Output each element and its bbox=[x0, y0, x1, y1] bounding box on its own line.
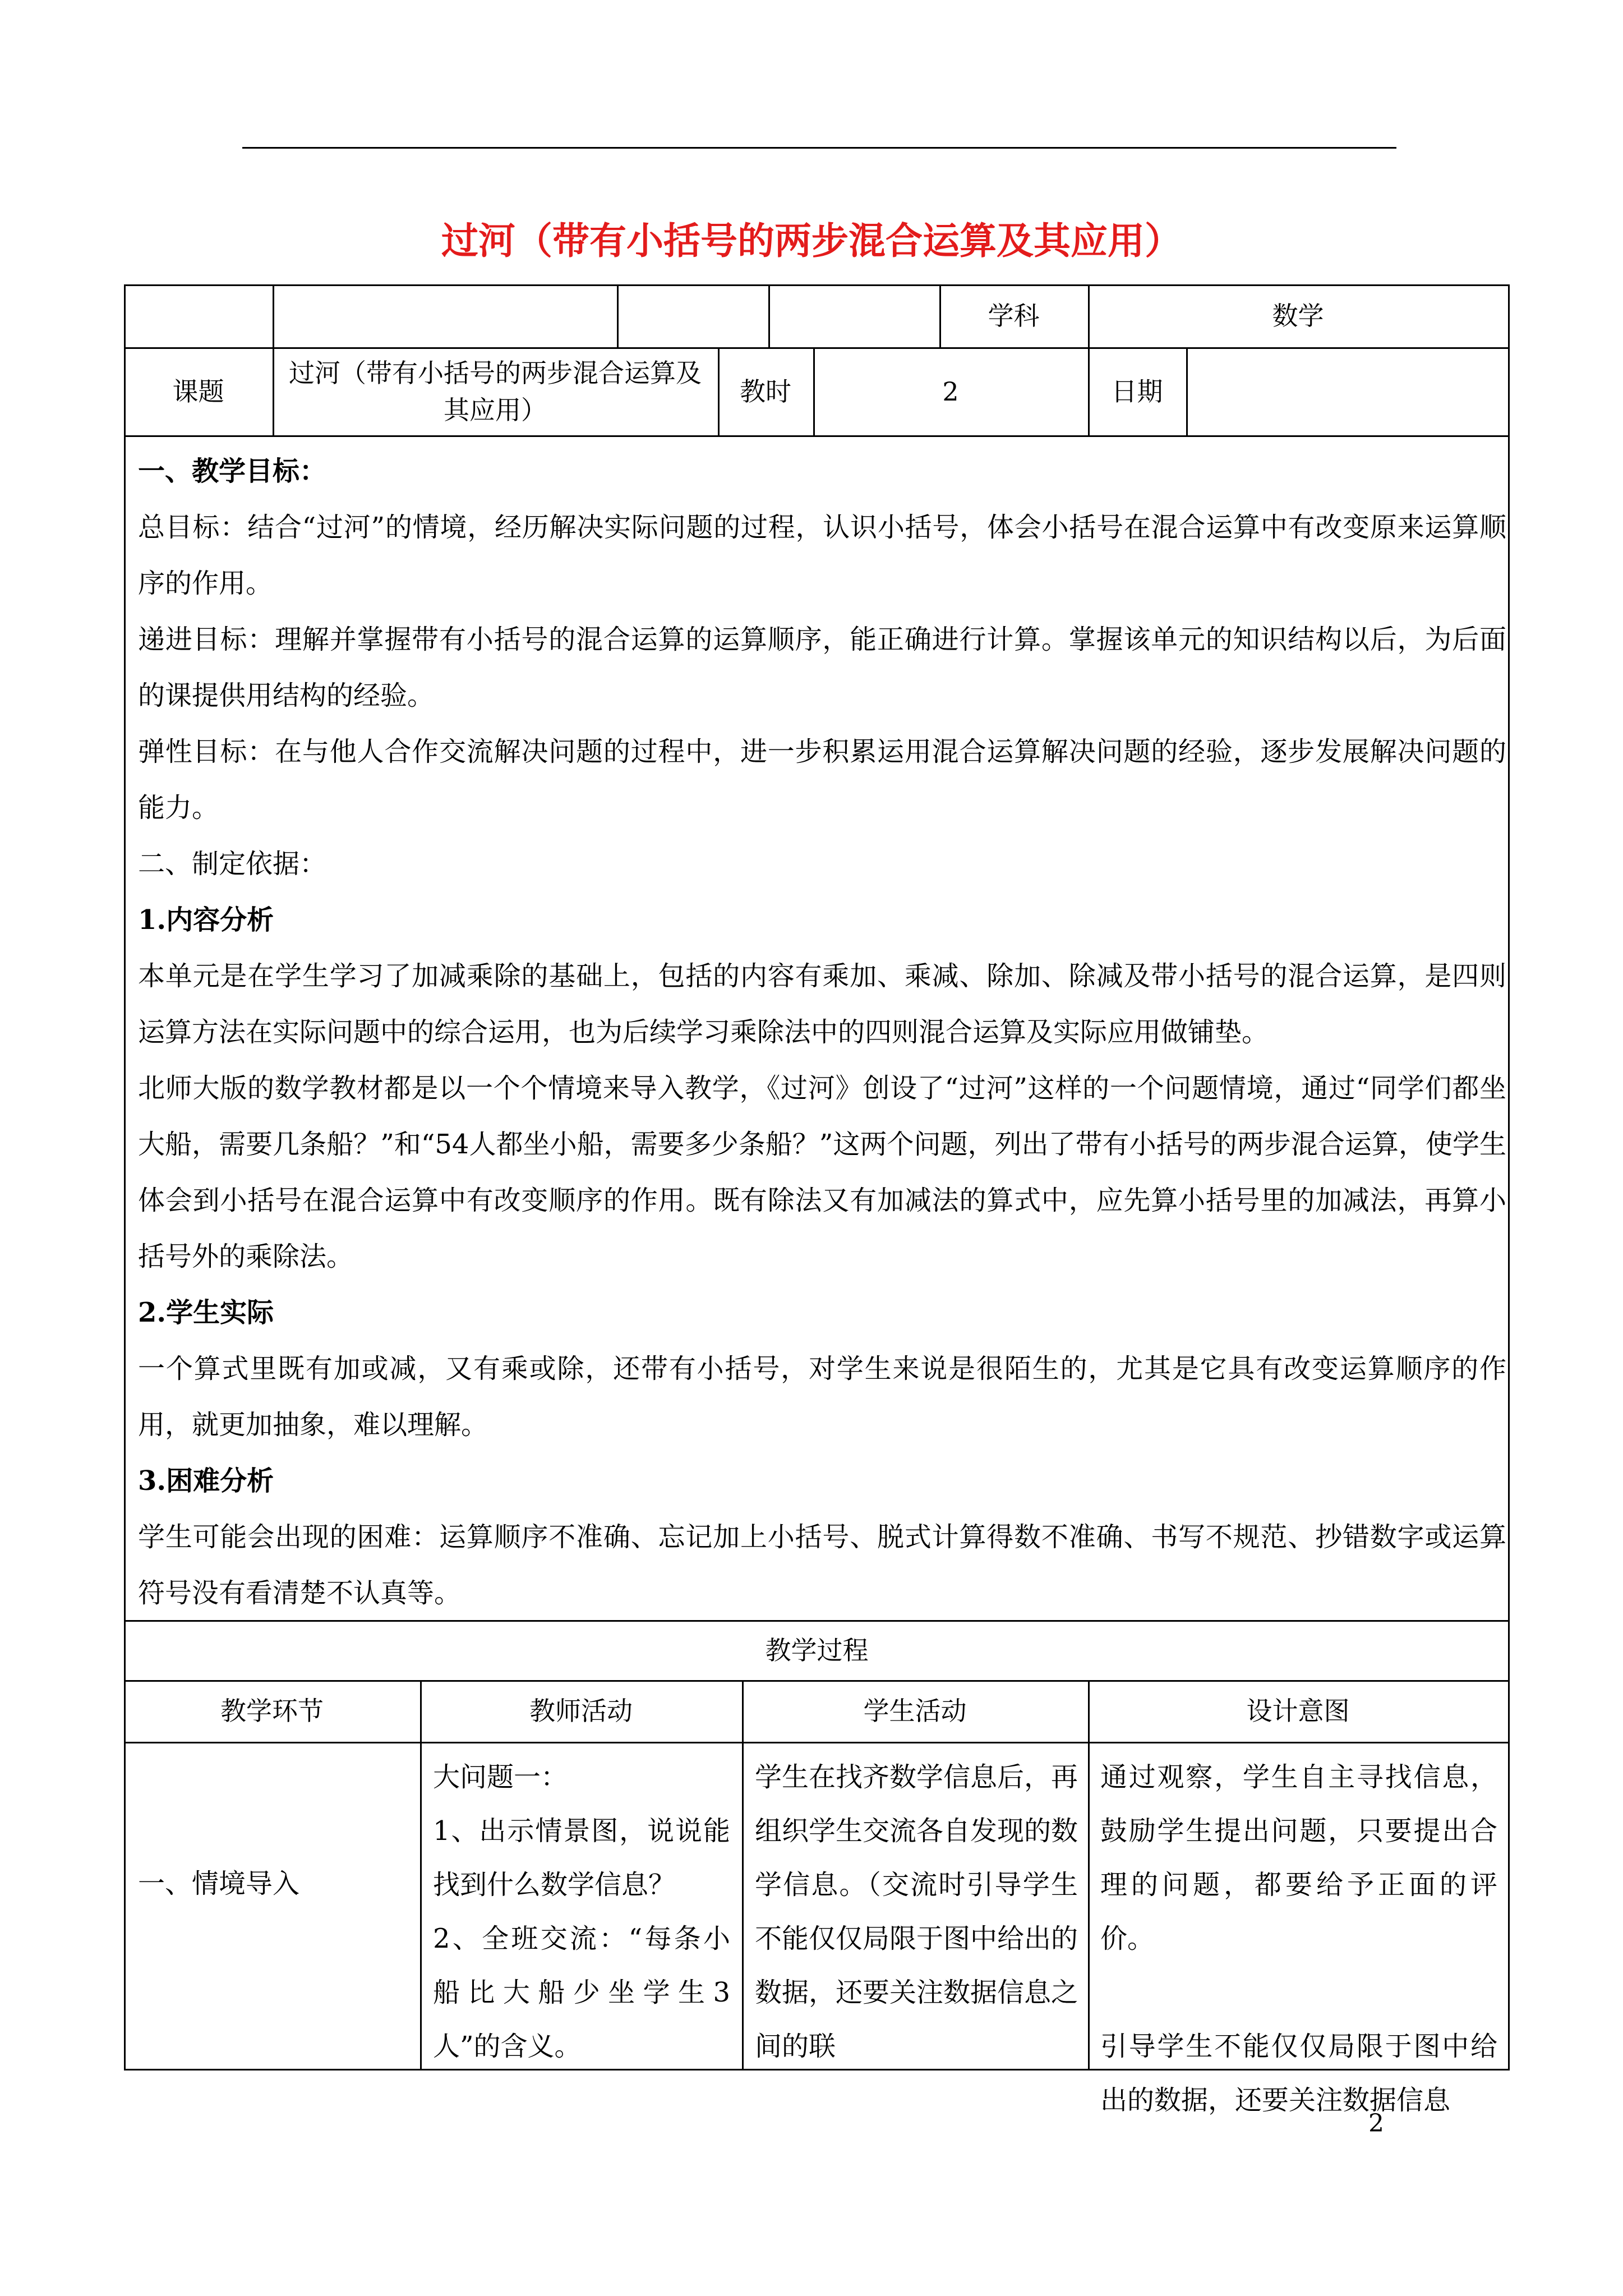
header-intent: 设计意图 bbox=[1246, 1696, 1350, 1726]
paragraph: 递进目标：理解并掌握带有小括号的混合运算的运算顺序，能正确进行计算。掌握该单元的知识结构以后，为后面的课提供用结构的经验。 bbox=[138, 624, 1506, 711]
hours-value: 2 bbox=[942, 376, 959, 407]
teacher-line: 1、出示情景图，说说能找到什么数学信息？ bbox=[433, 1815, 730, 1901]
section-heading: 二、制定依据： bbox=[138, 848, 327, 880]
paragraph: 一个算式里既有加或减，又有乘或除，还带有小括号，对学生来说是很陌生的，尤其是它具有改变运算顺序的作用，就更加抽象，难以理解。 bbox=[138, 1353, 1506, 1441]
subject-value: 数学 bbox=[1272, 301, 1324, 331]
section-heading: 一、教学目标： bbox=[138, 455, 327, 487]
header-stage: 教学环节 bbox=[220, 1696, 324, 1726]
student-text: 学生在找齐数学信息后，再组织学生交流各自发现的数学信息。（交流时引导学生不能仅仅局限于图中给出的数据，还要关注数据信息之间的联 bbox=[755, 1761, 1078, 2062]
topic-value: 过河（带有小括号的两步混合运算及其应用） bbox=[289, 357, 702, 425]
header-student: 学生活动 bbox=[863, 1696, 967, 1726]
subsection-heading: 2.学生实际 bbox=[138, 1297, 274, 1328]
subject-label: 学科 bbox=[988, 301, 1040, 331]
intent-cell bbox=[1100, 1750, 1497, 2127]
teacher-line: 2、全班交流：“每条小船比大船少坐学生3人”的含义。 bbox=[433, 1923, 730, 2062]
paragraph: 北师大版的数学教材都是以一个个情境来导入教学，《过河》创设了“过河”这样的一个问题情境，通过“同学们都坐大船，需要几条船？”和“54人都坐小船，需要多少条船？”这两个问题，列出了带有小括号的两步混合运算，使学生体会到小括号在混合运算中有改变顺序的作用。既有除法又有加减法的算式中，应先算小括号里的加减法，再算小括号外的乘除法。 bbox=[138, 1073, 1506, 1272]
header-rule bbox=[242, 147, 1396, 149]
date-label: 日期 bbox=[1111, 376, 1163, 407]
date-value bbox=[1186, 347, 1508, 435]
intent-text: 引导学生不能仅仅局限于图中给出的数据，还要关注数据信息 bbox=[1100, 2031, 1497, 2116]
hours-label: 教时 bbox=[740, 376, 791, 407]
page-title: 过河（带有小括号的两步混合运算及其应用） bbox=[441, 219, 1182, 263]
stage-label: 一、情境导入 bbox=[138, 1868, 300, 1899]
paragraph: 总目标：结合“过河”的情境，经历解决实际问题的过程，认识小括号，体会小括号在混合运算中有改变原来运算顺序的作用。 bbox=[138, 512, 1506, 599]
page-number: 2 bbox=[1368, 2109, 1384, 2138]
topic-label: 课题 bbox=[172, 376, 224, 407]
teacher-cell bbox=[433, 1750, 730, 2073]
subsection-heading: 3.困难分析 bbox=[138, 1465, 274, 1497]
paragraph: 学生可能会出现的困难：运算顺序不准确、忘记加上小括号、脱式计算得数不准确、书写不规范、抄错数字或运算符号没有看清楚不认真等。 bbox=[138, 1521, 1506, 1609]
subsection-heading: 1.内容分析 bbox=[138, 904, 274, 936]
paragraph: 本单元是在学生学习了加减乘除的基础上，包括的内容有乘加、乘减、除加、除减及带小括号的混合运算，是四则运算方法在实际问题中的综合运用，也为后续学习乘除法中的四则混合运算及实际应用做铺垫。 bbox=[138, 960, 1506, 1048]
objectives-section bbox=[138, 443, 1506, 1621]
intent-text: 通过观察，学生自主寻找信息，鼓励学生提出问题，只要提出合理的问题，都要给予正面的评价。 bbox=[1100, 1761, 1497, 1954]
teacher-line: 大问题一： bbox=[433, 1761, 568, 1793]
student-cell bbox=[755, 1750, 1078, 2073]
process-title: 教学过程 bbox=[765, 1635, 869, 1665]
header-teacher: 教师活动 bbox=[529, 1696, 633, 1726]
stage-cell bbox=[138, 1857, 407, 1911]
paragraph: 弹性目标：在与他人合作交流解决问题的过程中，进一步积累运用混合运算解决问题的经验，逐步发展解决问题的能力。 bbox=[138, 736, 1506, 823]
